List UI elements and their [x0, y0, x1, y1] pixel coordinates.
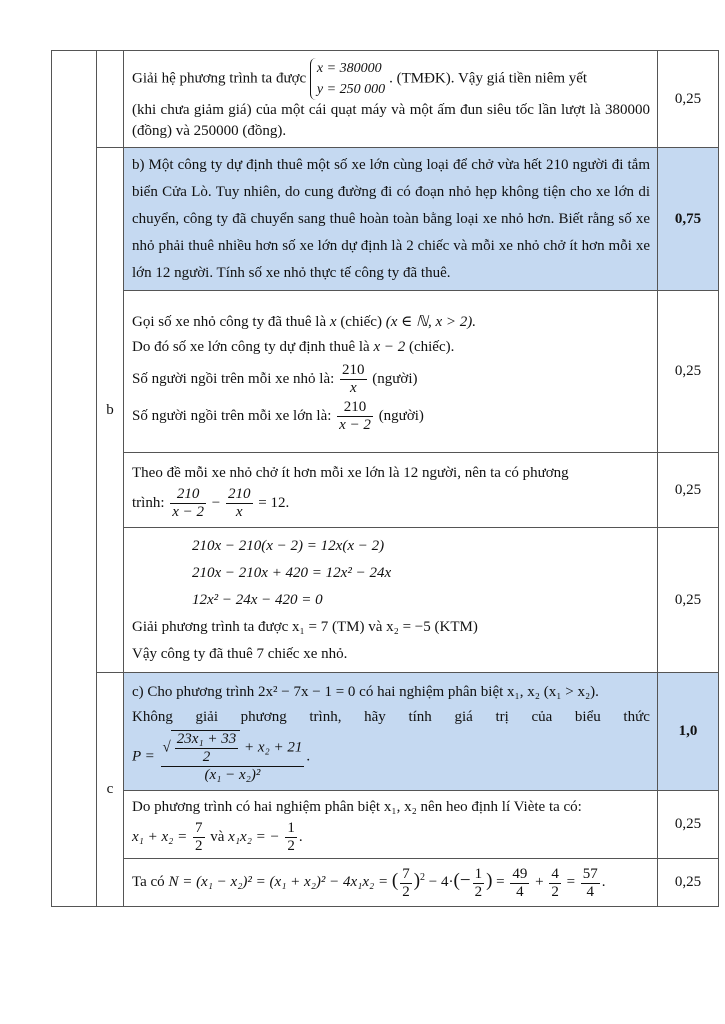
expression: x − 2 — [373, 339, 406, 355]
text: Giải hệ phương trình ta được — [132, 69, 307, 86]
content-cell — [124, 291, 658, 453]
line — [132, 310, 650, 335]
expression: + x₂ + 21 — [244, 739, 303, 756]
numerator: 1 — [287, 820, 295, 836]
denominator: 4 — [586, 883, 595, 900]
equation: 210x − 210(x − 2) = 12x(x − 2) — [192, 538, 385, 554]
text: c) Cho phương trình 2x² − 7x − 1 = 0 có hai nghiệm phân biệt x₁, x₂ (x₁ > x₂). — [132, 684, 599, 700]
line — [132, 335, 650, 360]
unit: (người) — [378, 407, 424, 424]
numerator: 7 — [402, 865, 410, 882]
unit: (chiếc) — [340, 314, 382, 330]
operator: + — [535, 874, 544, 891]
operator: − 4· — [428, 874, 454, 891]
word: trị — [495, 709, 509, 725]
numerator: 57 — [582, 865, 598, 882]
points-cell: 0,25 — [658, 51, 719, 148]
text: Gọi số xe nhỏ công ty đã thuê là — [132, 314, 327, 330]
denominator: x − 2 — [172, 503, 205, 520]
content-cell — [124, 453, 658, 528]
condition: (x ∈ ℕ, x > 2). — [385, 314, 476, 330]
numerator: 49 — [512, 865, 528, 882]
word: phương — [240, 709, 287, 725]
text: . — [298, 828, 303, 845]
numerator: 210 — [170, 486, 206, 504]
equation-system — [310, 58, 389, 100]
fraction — [170, 486, 206, 521]
text: . — [306, 748, 311, 765]
word: giải — [195, 709, 218, 725]
formula-line: Ta có N = (x₁ − x₂)² = (x₁ + x₂)² − 4x₁x₂ = ( $\frac{7}{2}$ )$^2$ − 4·(− $\frac{1}{2}$ ) = $\frac{49}{4}$ + $\frac{4}{2}$ = $\frac{57}{4}$ . — [132, 865, 606, 900]
equation: y = 250 000 — [316, 81, 386, 97]
denominator: 2 — [551, 883, 559, 900]
text: trình: — [132, 494, 165, 511]
denominator: 2 — [195, 838, 203, 854]
text: Số người ngồi trên mỗi xe lớn là: — [132, 407, 332, 424]
numerator: 210 — [342, 362, 365, 378]
word: biểu — [574, 709, 601, 725]
points-cell: 0,75 — [658, 148, 719, 291]
fraction — [400, 866, 412, 901]
numerator: 210 — [228, 485, 251, 502]
numerator: 1 — [474, 865, 483, 882]
operator: − — [211, 494, 221, 511]
fraction — [285, 820, 297, 855]
content-cell — [124, 859, 658, 907]
text: (khi chưa giảm giá) của một cái quạt máy và một ấm đun siêu tốc lần lượt là 380000 (đồng) và 250000 (đồng). — [132, 101, 650, 139]
expression: x₁ + x₂ = — [132, 828, 188, 845]
word: trình, — [309, 709, 342, 725]
fraction — [510, 866, 529, 901]
sub-label-cell-a — [97, 51, 124, 148]
content-cell — [124, 51, 658, 148]
content-cell — [124, 528, 658, 673]
problem-text: b) Một công ty dự định thuê một số xe lớn cùng loại để chở vừa hết 210 người đi tắm biển Cửa Lò. Tuy nhiên, do cung đường đi có đoạn nhỏ hẹp không tiện cho xe lớn di chuyển, công ty đã chuyển sang thuê hoàn toàn bằng loại xe nhỏ hơn. Biết rằng số xe nhỏ phải thuê nhiều hơn số xe lớn dự định là 2 chiếc và mỗi xe nhỏ chở ít hơn mỗi xe lớn 12 người. Tính số xe nhỏ thực tế công ty đã thuê. — [132, 157, 650, 281]
equation: 12x² − 24x − 420 = 0 — [192, 592, 323, 608]
points-cell: 0,25 — [658, 859, 719, 907]
text: . (TMĐK). Vậy giá tiền niêm yết — [389, 69, 588, 86]
problem-cell — [124, 673, 658, 791]
row-b-step-3 — [52, 528, 719, 673]
word: của — [531, 709, 553, 725]
formula-P — [132, 730, 650, 784]
fraction — [161, 730, 305, 784]
row-b-step-2 — [52, 453, 719, 528]
numerator: 4 — [551, 865, 559, 882]
conclusion-line: Vậy công ty đã thuê 7 chiếc xe nhỏ. — [132, 646, 348, 662]
points-cell: 0,25 — [658, 453, 719, 528]
numerator: √ $\frac{\text{23x₁ + 33}}{2}$ + x₂ + 21 — [162, 731, 303, 765]
expression: = 12. — [258, 494, 290, 511]
word: Không — [132, 709, 173, 725]
fraction — [193, 820, 205, 855]
row-b-step-1 — [52, 291, 719, 453]
word: giá — [454, 709, 473, 725]
content-cell — [124, 791, 658, 859]
fraction — [337, 399, 373, 434]
fraction — [340, 362, 367, 397]
expression: x₁x₂ = − — [228, 828, 280, 845]
operator: = — [496, 874, 505, 891]
word: thức — [623, 709, 650, 725]
text: Theo đề mỗi xe nhỏ chở ít hơn mỗi xe lớn là 12 người, nên ta có phương — [132, 464, 569, 481]
text: và — [210, 828, 225, 845]
denominator: 2 — [474, 883, 483, 900]
equation-line — [132, 486, 650, 521]
points-cell: 1,0 — [658, 673, 719, 791]
numerator: 210 — [337, 399, 373, 417]
line — [132, 399, 650, 434]
row-a-conclusion — [52, 51, 719, 148]
variable: x — [329, 314, 337, 330]
unit: (người) — [372, 370, 418, 387]
expression: N = (x₁ − x₂)² = (x₁ + x₂)² − 4x₁x₂ = — [168, 874, 389, 891]
radical — [171, 730, 241, 766]
text: Do phương trình có hai nghiệm phân biệt x₁, x₂ nên heo định lí Viète ta có: — [132, 799, 582, 815]
sub-label-cell-c: c — [97, 673, 124, 907]
denominator: 4 — [516, 883, 524, 900]
text-line — [132, 705, 650, 730]
row-c-step-1 — [52, 791, 719, 859]
numerator: 23x₁ + 33 — [176, 731, 237, 747]
line — [132, 362, 650, 397]
denominator: x − 2 — [339, 417, 371, 433]
text: Do đó số xe lớn công ty dự định thuê là — [132, 339, 370, 355]
denominator: x — [349, 380, 357, 396]
expression: P = — [132, 748, 155, 765]
word: tính — [408, 709, 432, 725]
question-number-cell — [52, 51, 97, 907]
numerator: 7 — [195, 820, 203, 836]
text: Ta có — [132, 874, 165, 891]
points-cell: 0,25 — [658, 528, 719, 673]
problem-cell — [124, 148, 658, 291]
row-c-step-2 — [52, 859, 719, 907]
text: . — [601, 874, 606, 891]
row-c-problem — [52, 673, 719, 791]
denominator: x — [235, 503, 243, 520]
points-cell: 0,25 — [658, 291, 719, 453]
word: hãy — [364, 709, 386, 725]
row-b-problem — [52, 148, 719, 291]
points-cell: 0,25 — [658, 791, 719, 859]
denominator: 2 — [202, 749, 211, 765]
denominator: (x₁ − x₂)² — [204, 767, 261, 783]
equation: x = 380000 — [316, 60, 382, 76]
sub-label-cell-b: b — [97, 148, 124, 673]
solution-line: Giải phương trình ta được x₁ = 7 (TM) và x₂ = −5 (KTM) — [132, 619, 478, 635]
operator: = — [566, 874, 576, 891]
fraction — [226, 486, 253, 521]
equation: 210x − 210x + 420 = 12x² − 24x — [192, 565, 392, 581]
denominator: 2 — [402, 883, 410, 900]
formula-line — [132, 820, 650, 855]
fraction — [581, 866, 600, 901]
text: Số người ngồi trên mỗi xe nhỏ là: — [132, 370, 335, 387]
unit: (chiếc). — [408, 339, 455, 355]
answer-key-table — [51, 50, 719, 907]
fraction — [549, 866, 561, 901]
denominator: 2 — [287, 838, 295, 854]
fraction — [473, 866, 485, 901]
